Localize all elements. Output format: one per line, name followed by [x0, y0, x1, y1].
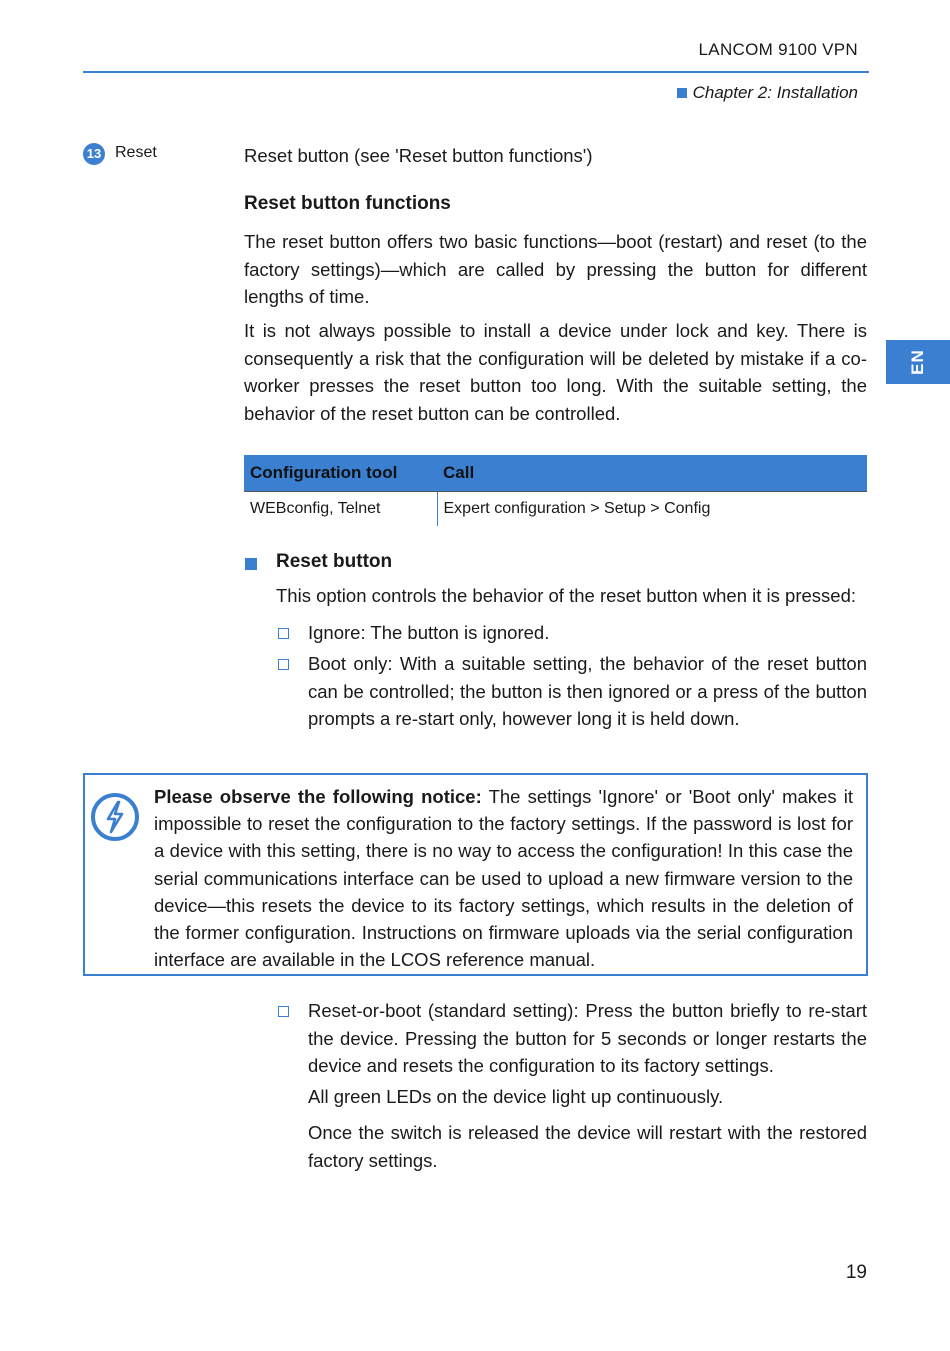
- notice-lead: Please observe the following notice:: [154, 786, 482, 807]
- page-number: 19: [845, 1262, 867, 1283]
- leds-note: All green LEDs on the device light up continuously.: [308, 1086, 724, 1107]
- callout-number-badge: 13: [83, 143, 105, 165]
- hollow-bullet-icon: [278, 628, 289, 639]
- hollow-bullet-icon: [278, 659, 289, 670]
- section-paragraph-1: The reset button offers two basic functions—boot (restart) and reset (to the factory settings)—which are called by pressing the button for different lengths of time.: [244, 231, 867, 307]
- section-heading: Reset button functions: [244, 193, 451, 214]
- restart-note: Once the switch is released the device will restart with the restored factory settings.: [308, 1122, 867, 1171]
- option-boot-only: Boot only: With a suitable setting, the behavior of the reset button can be controlled; the button is then ignored or a press of the button prompts a re-start only, however long it is held down.: [308, 653, 867, 729]
- hollow-bullet-icon: [278, 1006, 289, 1017]
- config-table: [244, 455, 867, 526]
- document-title: LANCOM 9100 VPN: [698, 40, 858, 59]
- chapter-text: Chapter 2: Installation: [692, 83, 858, 102]
- callout-label: Reset: [115, 144, 157, 161]
- warning-lightning-icon: [89, 791, 141, 843]
- table-header-call: Call: [437, 455, 867, 492]
- table-row: [244, 492, 867, 527]
- section-paragraph-2: It is not always possible to install a device under lock and key. There is consequently a risk that the configuration will be deleted by mistake if a co-worker presses the reset button too long. With the suitable setting, the behavior of the reset button can be controlled.: [244, 320, 867, 424]
- reset-button-heading: Reset button: [276, 551, 393, 572]
- table-cell-call: Expert configuration > Setup > Config: [437, 492, 867, 527]
- language-tab: [886, 340, 950, 384]
- table-cell-tool: WEBconfig, Telnet: [244, 492, 437, 527]
- callout-description: Reset button (see 'Reset button functions'): [244, 145, 593, 166]
- notice-text: [154, 783, 853, 973]
- header-rule: [83, 71, 869, 73]
- table-header-tool: Configuration tool: [244, 455, 437, 492]
- reset-button-intro: This option controls the behavior of the reset button when it is pressed:: [276, 585, 856, 606]
- language-tab-label: EN: [908, 349, 927, 375]
- notice-body: The settings 'Ignore' or 'Boot only' makes it impossible to reset the configuration to the factory settings. If the password is lost for a device with this setting, there is no way to access the configuration! In this case the serial communications interface can be used to upload a new firmware version to the device—this resets the device to its factory settings, which results in the deletion of the former configuration. Instructions on firmware uploads via the serial configuration interface are available in the LCOS reference manual.: [154, 786, 853, 971]
- chapter-label: [677, 83, 858, 103]
- bullet-square-icon: [245, 558, 257, 570]
- option-reset-or-boot: Reset-or-boot (standard setting): Press the button briefly to re-start the device. Pressing the button for 5 seconds or longer restarts the device and resets the configuration to its factory settings.: [308, 1000, 867, 1076]
- chapter-square-icon: [677, 88, 687, 98]
- option-ignore: Ignore: The button is ignored.: [308, 622, 550, 643]
